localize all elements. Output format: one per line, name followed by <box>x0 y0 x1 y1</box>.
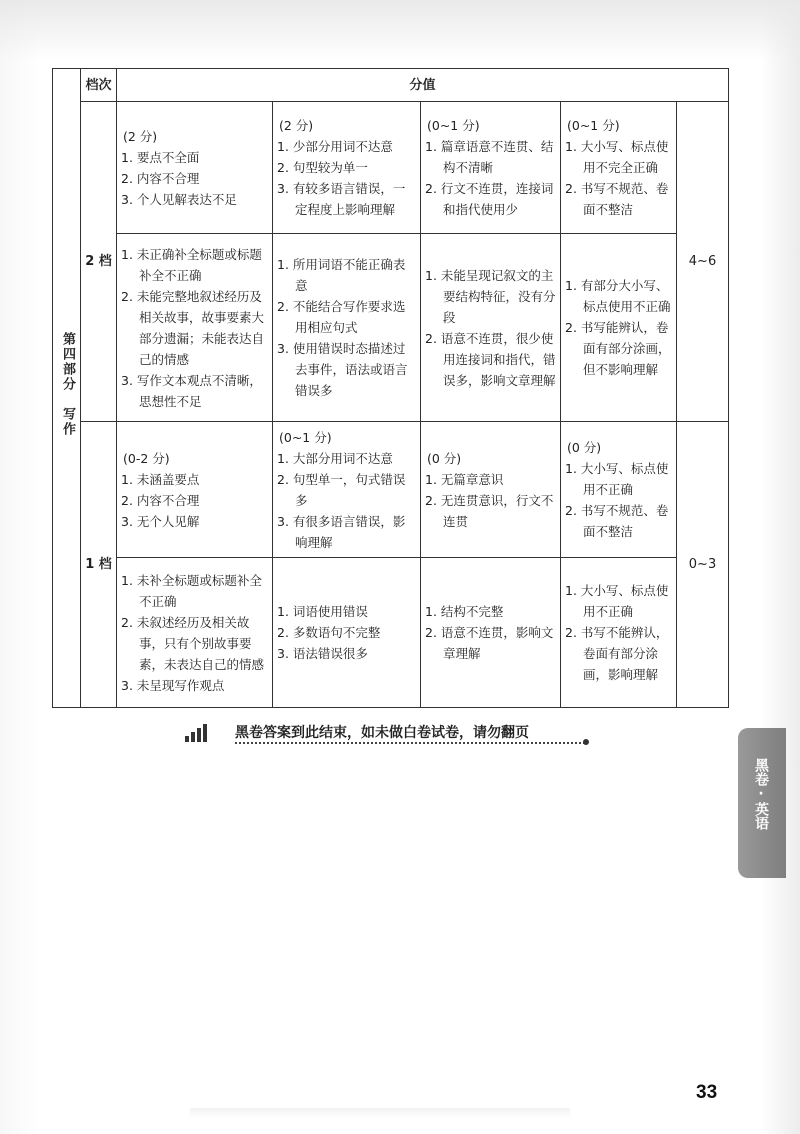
criteria-item: 3. 语法错误很多 <box>277 646 368 661</box>
criteria-item: 1. 结构不完整 <box>425 604 504 619</box>
criteria-item: 3. 个人见解表达不足 <box>121 191 237 207</box>
criteria-item: 1. 未涵盖要点 <box>121 471 200 487</box>
criteria-item: 2. 语意不连贯，影响文章理解 <box>425 625 554 661</box>
criteria-list <box>277 448 416 553</box>
cell-score-range: (0~1 分) <box>427 118 480 133</box>
rubric-cell <box>421 102 561 234</box>
rubric-cell <box>561 422 677 558</box>
table-row <box>53 234 729 422</box>
criteria-item: 1. 未正确补全标题或标题补全不正确 <box>121 246 262 283</box>
criteria-list <box>565 458 672 542</box>
criteria-item: 1. 词语使用错误 <box>277 604 368 619</box>
criteria-item: 1. 未能呈现记叙文的主要结构特征，没有分段 <box>425 267 556 325</box>
rubric-cell <box>421 422 561 558</box>
criteria-item: 2. 未叙述经历及相关故事，只有个别故事要素，未表达自己的情感 <box>121 614 265 672</box>
criteria-item: 2. 无连贯意识，行文不连贯 <box>425 492 554 529</box>
rubric-cell <box>421 558 561 708</box>
scoring-rubric <box>52 68 728 708</box>
criteria-item: 2. 不能结合写作要求选用相应句式 <box>277 299 406 335</box>
criteria-list <box>425 601 556 664</box>
criteria-list <box>565 136 672 220</box>
criteria-list <box>425 469 556 532</box>
criteria-item: 2. 书写不规范、卷面不整洁 <box>565 181 669 217</box>
criteria-item: 1. 少部分用词不达意 <box>277 139 393 154</box>
cell-score-range: (0~1 分) <box>567 118 620 133</box>
criteria-item: 2. 内容不合理 <box>121 492 200 508</box>
table-row <box>53 422 729 558</box>
criteria-item: 3. 使用错误时态描述过去事件，语法或语言错误多 <box>277 341 408 398</box>
end-notice-text: 黑卷答案到此结束，如未做白卷试卷，请勿翻页 <box>235 725 529 741</box>
rubric-cell <box>117 234 273 422</box>
criteria-list <box>121 570 268 696</box>
criteria-item: 1. 无篇章意识 <box>425 471 504 487</box>
rubric-cell <box>117 102 273 234</box>
rubric-cell <box>273 422 421 558</box>
cell-score-range: (0-2 分) <box>123 450 170 466</box>
criteria-item: 2. 未能完整地叙述经历及相关故事，故事要素大部分遗漏；未能表达自己的情感 <box>121 288 265 367</box>
criteria-item: 2. 书写不能辨认，卷面有部分涂画，影响理解 <box>565 625 669 682</box>
table-row <box>53 102 729 234</box>
cell-score-range: (0~1 分) <box>279 429 332 445</box>
criteria-item: 2. 语意不连贯，很少使用连接词和指代，错误多，影响文章理解 <box>425 330 556 388</box>
criteria-item: 1. 篇章语意不连贯、结构不清晰 <box>425 139 554 175</box>
criteria-list <box>277 136 416 220</box>
criteria-item: 1. 大小写、标点使用不正确 <box>565 461 669 497</box>
criteria-item: 1. 大部分用词不达意 <box>277 450 393 466</box>
dotted-divider <box>235 742 585 744</box>
rubric-cell <box>117 558 273 708</box>
rubric-cell <box>421 234 561 422</box>
rubric-cell <box>561 558 677 708</box>
criteria-list <box>121 147 268 210</box>
criteria-item: 2. 句型较为单一 <box>277 160 368 175</box>
criteria-item: 1. 要点不全面 <box>121 149 200 165</box>
value-header: 分值 <box>117 69 729 102</box>
table-header-row <box>53 69 729 102</box>
table-row <box>53 558 729 708</box>
section-side-tab <box>738 728 786 878</box>
criteria-item: 1. 大小写、标点使用不完全正确 <box>565 139 669 175</box>
bar-chart-icon <box>185 724 207 742</box>
criteria-list <box>277 254 416 401</box>
level-header: 档次 <box>81 69 117 102</box>
criteria-list <box>277 601 416 664</box>
level-name: 2 档 <box>81 102 117 422</box>
criteria-item: 2. 多数语句不完整 <box>277 625 381 640</box>
cell-score-range: (2 分) <box>279 118 314 133</box>
criteria-item: 3. 写作文本观点不清晰，思想性不足 <box>121 372 262 409</box>
criteria-list <box>425 136 556 220</box>
divider-end-dot <box>583 739 589 745</box>
part-label: 第四部分 写作 <box>60 332 75 437</box>
criteria-item: 3. 有很多语言错误，影响理解 <box>277 513 406 550</box>
criteria-list <box>565 580 672 685</box>
level-name: 1 档 <box>81 422 117 708</box>
criteria-item: 1. 所用词语不能正确表意 <box>277 257 406 293</box>
rubric-table <box>52 68 729 708</box>
criteria-item: 1. 未补全标题或标题补全不正确 <box>121 572 262 609</box>
rubric-cell <box>273 558 421 708</box>
end-notice <box>185 722 597 746</box>
rubric-cell <box>273 102 421 234</box>
page-number: 33 <box>696 1082 718 1103</box>
criteria-item: 3. 未呈现写作观点 <box>121 677 225 693</box>
criteria-item: 2. 行文不连贯，连接词和指代使用少 <box>425 181 554 217</box>
criteria-item: 3. 无个人见解 <box>121 513 200 529</box>
side-tab-label: 黑卷·英语 <box>753 758 769 830</box>
criteria-list <box>565 275 672 380</box>
rubric-cell <box>561 234 677 422</box>
page-top-shadow <box>0 0 800 60</box>
criteria-item: 2. 书写不规范、卷面不整洁 <box>565 503 669 539</box>
criteria-list <box>425 265 556 391</box>
criteria-item: 2. 内容不合理 <box>121 170 200 186</box>
rubric-cell <box>273 234 421 422</box>
criteria-item: 1. 大小写、标点使用不正确 <box>565 583 669 619</box>
criteria-item: 3. 有较多语言错误，一定程度上影响理解 <box>277 181 406 217</box>
page-bottom-shadow <box>190 1108 570 1118</box>
criteria-list <box>121 244 268 412</box>
cell-score-range: (2 分) <box>123 128 158 144</box>
cell-score-range: (0 分) <box>427 450 462 466</box>
criteria-item: 1. 有部分大小写、标点使用不正确 <box>565 278 671 314</box>
criteria-item: 2. 书写能辨认，卷面有部分涂画，但不影响理解 <box>565 320 671 377</box>
level-score: 4~6 <box>677 102 729 422</box>
cell-score-range: (0 分) <box>567 440 602 455</box>
criteria-item: 2. 句型单一，句式错误多 <box>277 471 406 508</box>
part-label-cell <box>53 69 81 708</box>
rubric-cell <box>561 102 677 234</box>
rubric-cell <box>117 422 273 558</box>
criteria-list <box>121 469 268 532</box>
level-score: 0~3 <box>677 422 729 708</box>
